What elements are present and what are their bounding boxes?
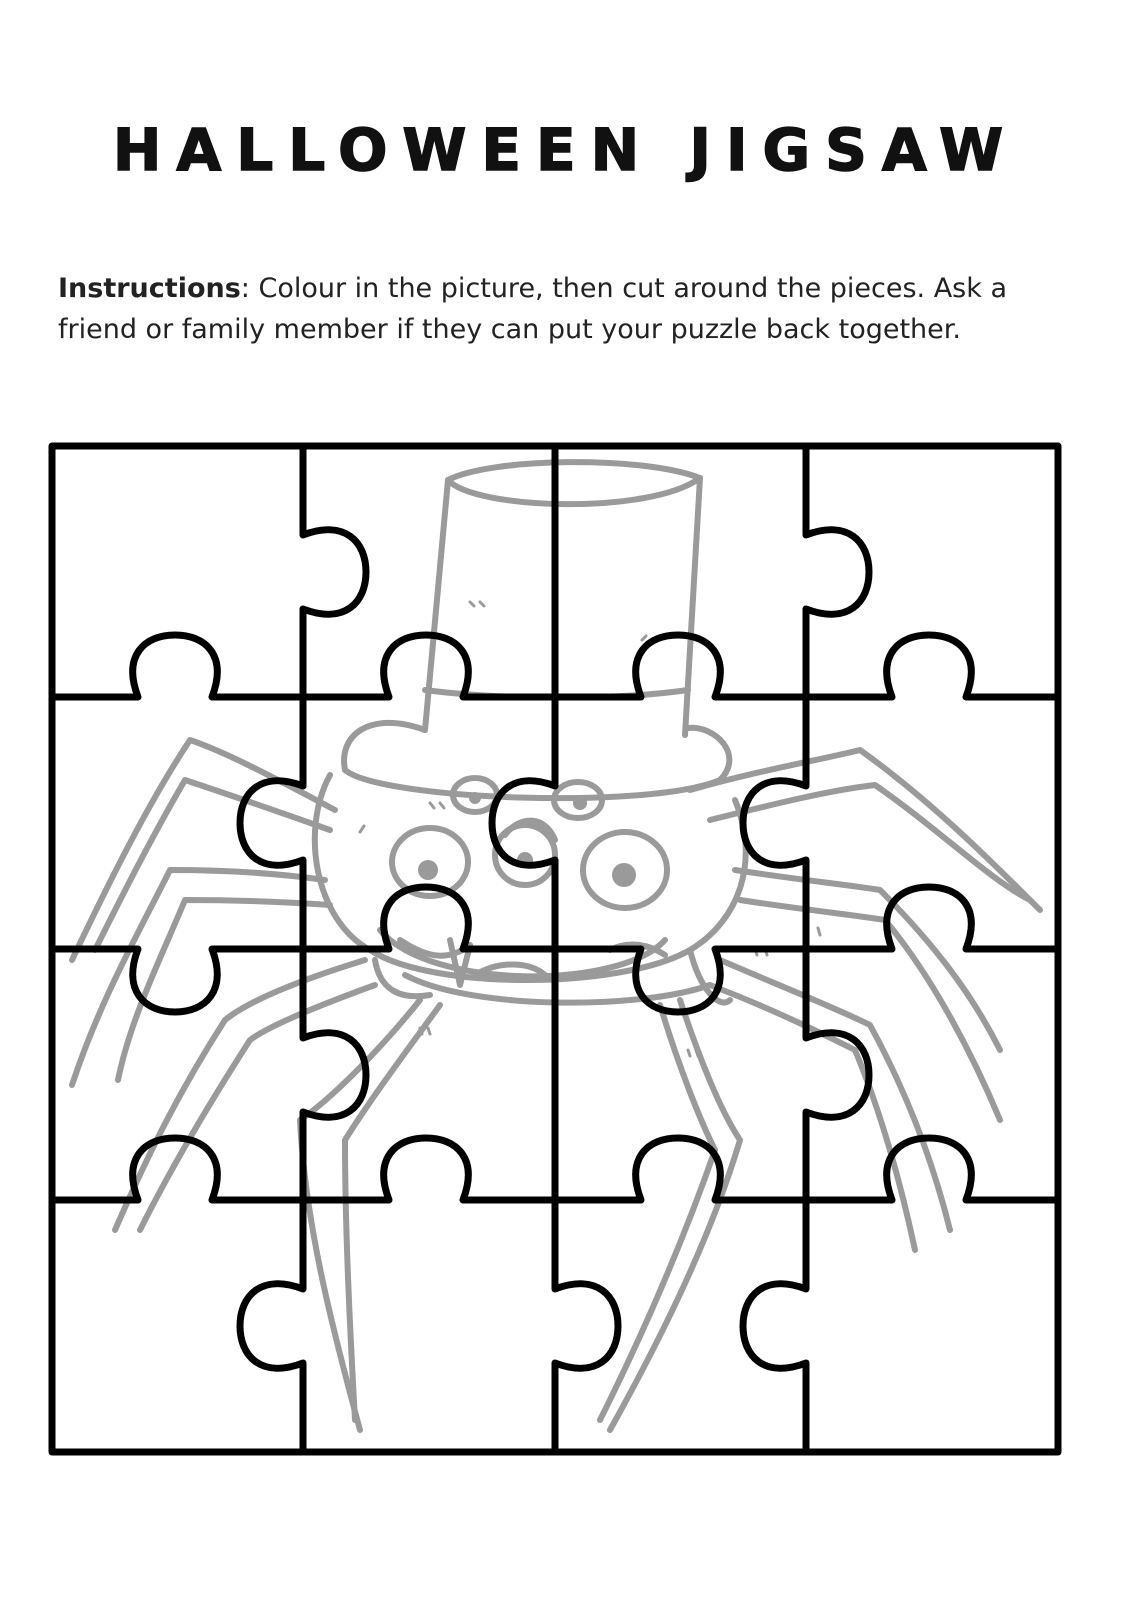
instructions-text: : Colour in the picture, then cut around the pieces. Ask a friend or family member if they can put your puzzle back together. <box>58 273 1008 345</box>
spider-legs-left <box>72 740 440 1430</box>
top-hat <box>344 462 729 798</box>
spider-mouth <box>380 930 665 985</box>
page-title: HALLOWEEN JIGSAW <box>112 116 1019 184</box>
spider-legs-right <box>600 750 1040 1430</box>
instructions-label: Instructions <box>58 273 241 304</box>
